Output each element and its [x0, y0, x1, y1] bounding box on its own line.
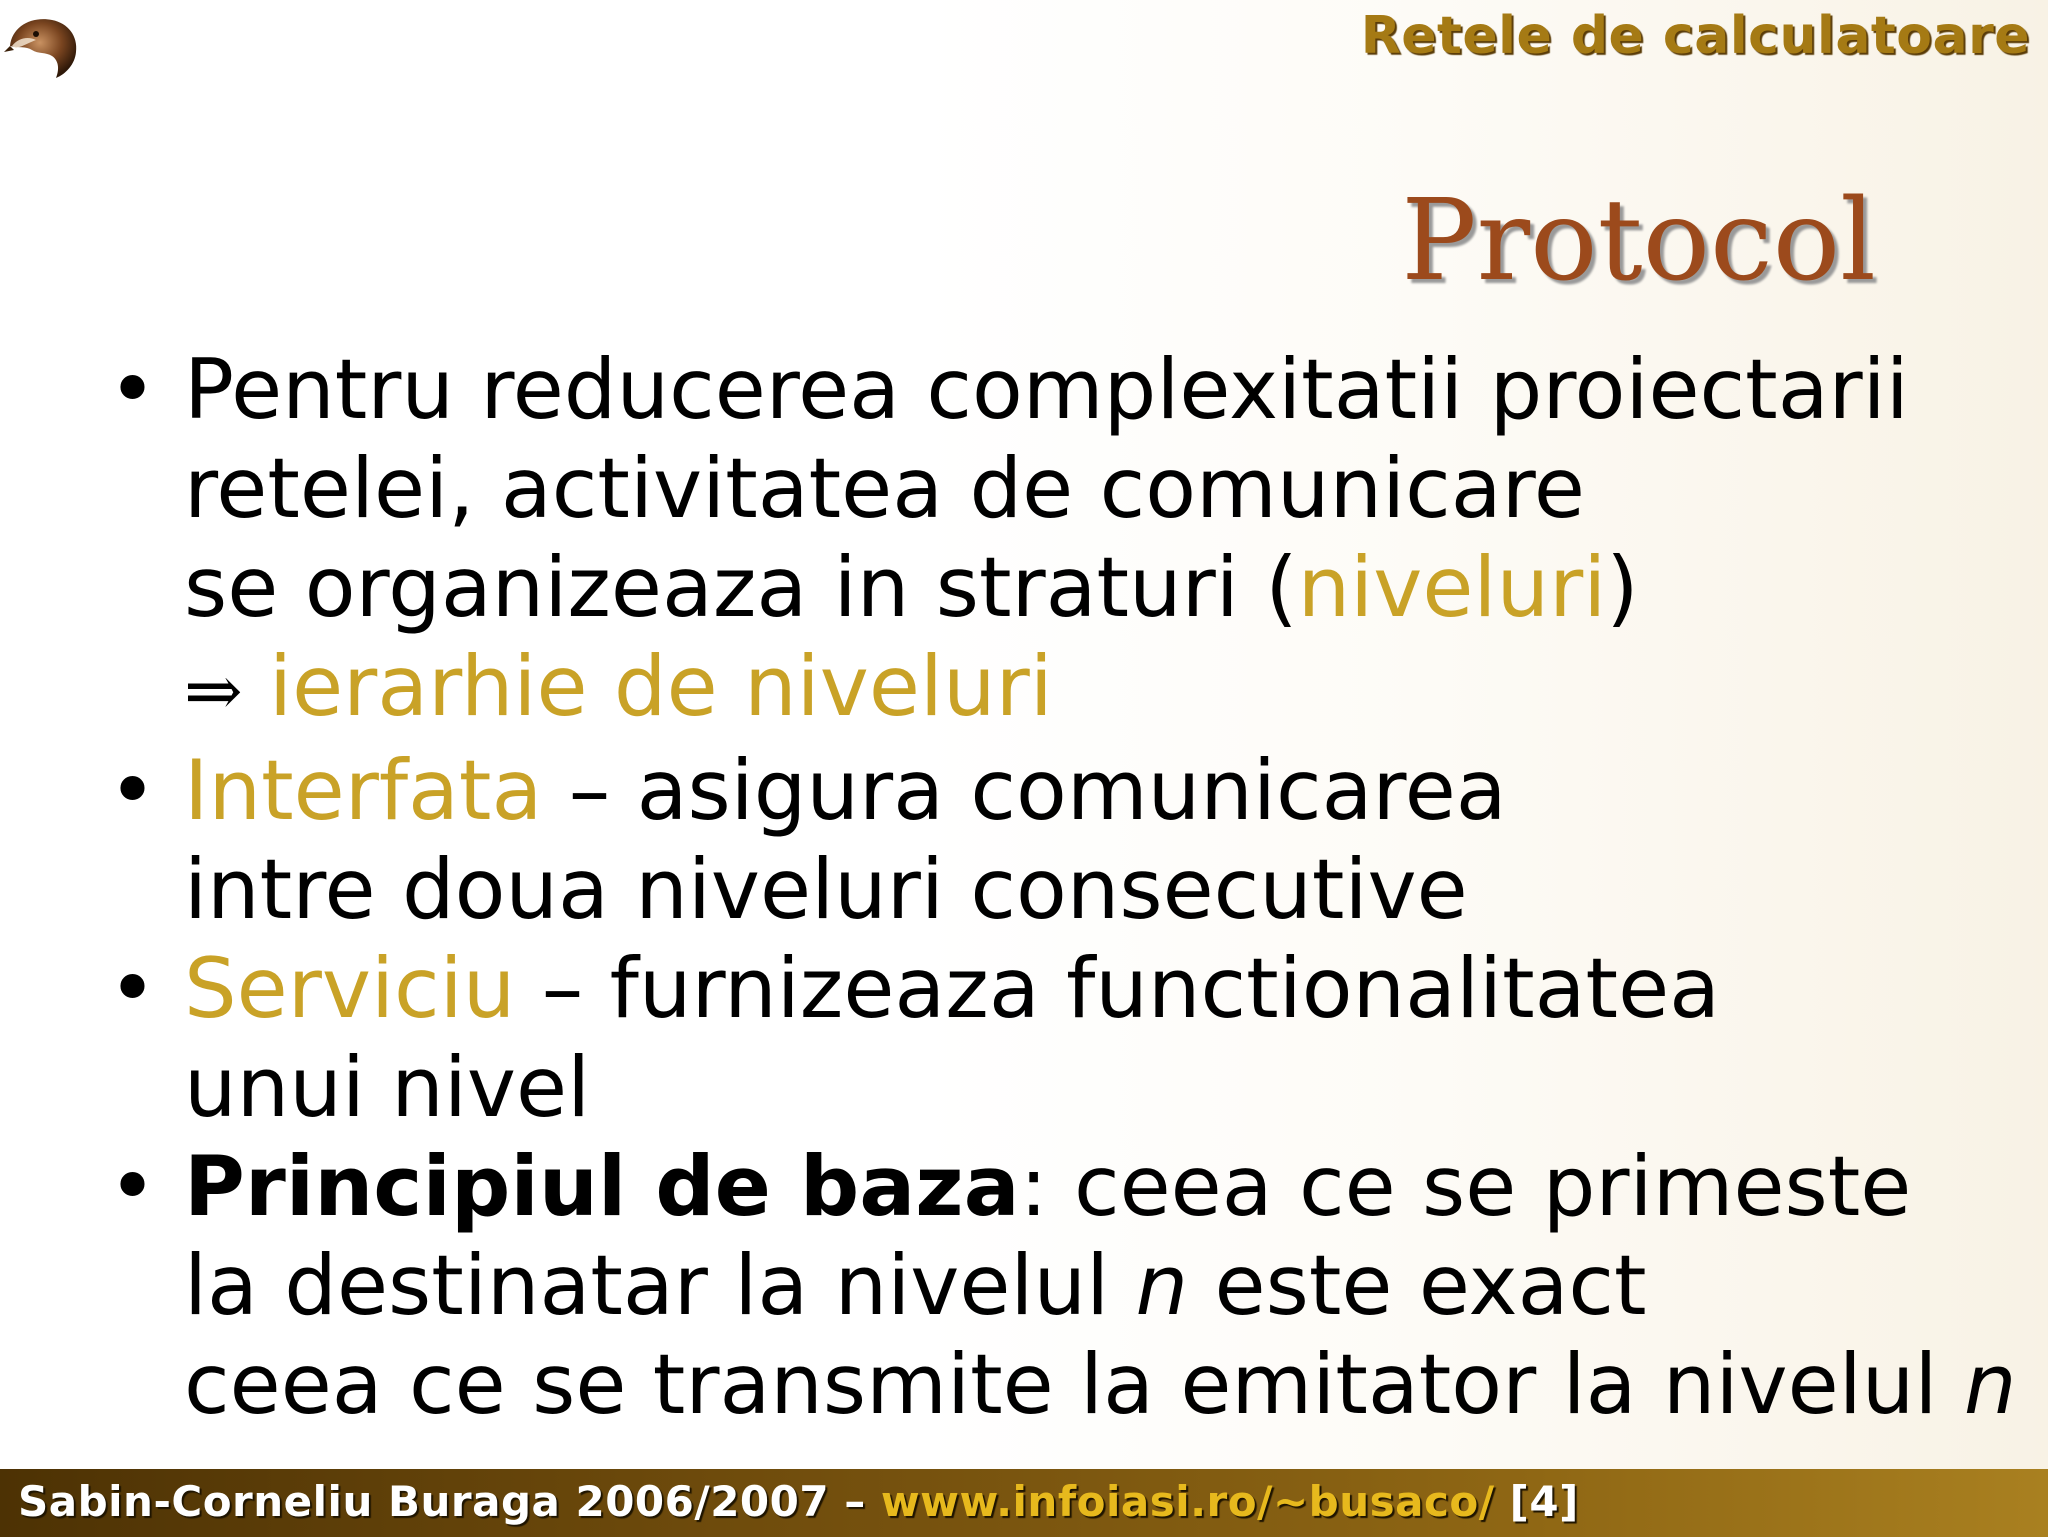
bullet-4-text-2b: este exact [1188, 1237, 1647, 1334]
footer-url-link[interactable]: www.infoiasi.ro/~busaco/ [880, 1477, 1495, 1526]
bullet-4-text-1: : ceea ce se primeste [1019, 1138, 1912, 1235]
term-serviciu: Serviciu [184, 940, 516, 1037]
bullet-3-text-1: – furnizeaza functionalitatea [515, 940, 1720, 1037]
bullet-1-line-3-close: ) [1606, 539, 1639, 636]
variable-n: n [1963, 1336, 2017, 1433]
eagle-logo-icon [2, 8, 82, 84]
variable-n: n [1135, 1237, 1189, 1334]
bullet-3-line-2: unui nivel [184, 1039, 591, 1136]
bullet-4-text-3a: ceea ce se transmite la emitator la nivelul [184, 1336, 1964, 1433]
highlight-ierarhie: ierarhie de niveluri [269, 638, 1053, 735]
bullet-1-line-1: Pentru reducerea complexitatii proiectarii [184, 341, 1909, 438]
bullet-1-line-2: retelei, activitatea de comunicare [184, 440, 1585, 537]
footer-author: Sabin-Corneliu Buraga 2006/2007 – [18, 1477, 881, 1526]
bullet-icon: • [108, 341, 157, 438]
bullet-list [108, 340, 2017, 1434]
bullet-icon: • [108, 1138, 157, 1235]
term-principiul: Principiul de baza [184, 1138, 1020, 1235]
implies-arrow-icon: ⇒ [184, 650, 243, 732]
bullet-4-text-2a: la destinatar la nivelul [184, 1237, 1136, 1334]
bullet-item [108, 340, 2008, 741]
bullet-1-line-3 [184, 538, 2008, 637]
footer-page-number: [4] [1494, 1477, 1579, 1526]
bullet-2-text-1: – asigura comunicarea [542, 742, 1507, 839]
bullet-item [108, 741, 2008, 939]
bullet-2-line-2: intre doua niveluri consecutive [184, 841, 1468, 938]
highlight-niveluri: niveluri [1297, 539, 1607, 636]
bullet-item [108, 939, 2008, 1137]
bullet-1-line-4 [184, 637, 2008, 741]
course-title: Retele de calculatoare [1360, 6, 2030, 66]
bullet-icon: • [108, 940, 157, 1037]
bullet-4-line-2 [184, 1236, 2008, 1335]
footer-text [18, 1477, 1579, 1526]
bullet-icon: • [108, 742, 157, 839]
bullet-3-line-1 [184, 939, 2008, 1038]
bullet-4-line-3 [184, 1335, 2017, 1434]
slide-title: Protocol [1401, 176, 1876, 306]
bullet-item [108, 1137, 2017, 1434]
bullet-1-line-3-text: se organizeaza in straturi ( [184, 539, 1298, 636]
term-interfata: Interfata [184, 742, 543, 839]
bullet-2-line-1 [184, 741, 2008, 840]
footer-bar [0, 1469, 2048, 1537]
bullet-4-line-1 [184, 1137, 2008, 1236]
